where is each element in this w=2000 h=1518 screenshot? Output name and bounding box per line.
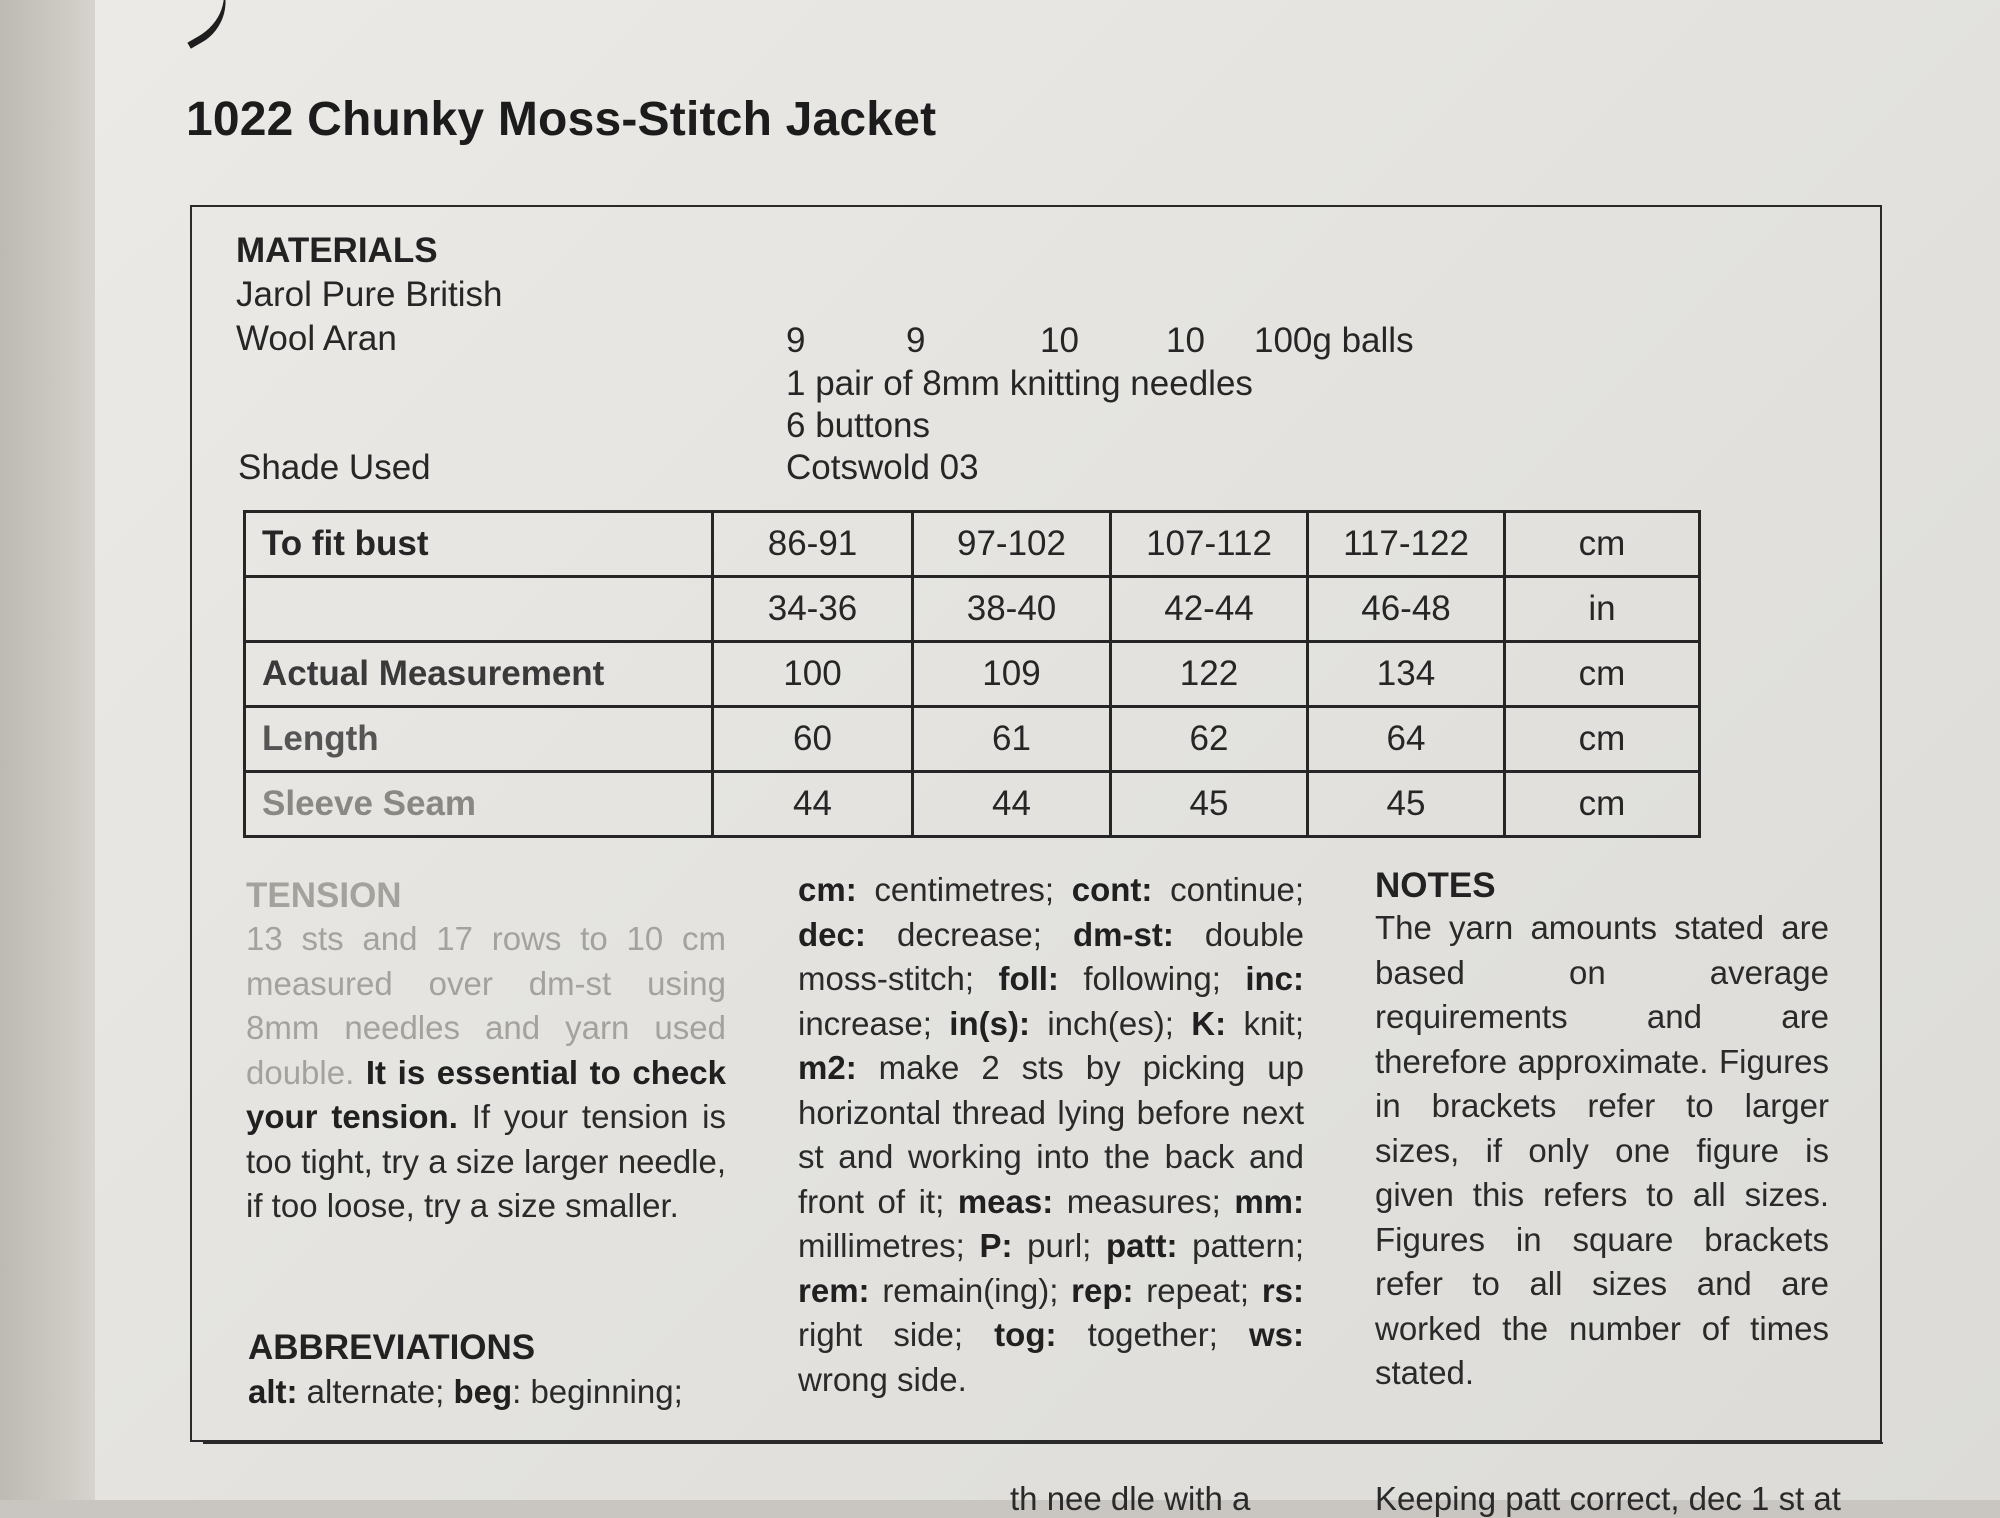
table-cell: 45 [1308,772,1505,837]
abbr-def: decrease; [896,915,1042,953]
abbr-term: dm-st: [1072,915,1174,953]
table-cell: 46-48 [1308,577,1505,642]
abbreviations-start [248,1370,728,1415]
abbr-def: knit; [1243,1004,1305,1042]
table-cell: 107-112 [1111,512,1308,577]
materials-heading: MATERIALS [236,231,438,270]
abbr-term: rem: [798,1271,870,1309]
table-cell: 64 [1308,707,1505,772]
abbr-def: increase; [798,1004,932,1042]
table-cell: 34-36 [713,577,913,642]
table-cell: 100 [713,642,913,707]
abbr-term: tog: [994,1316,1057,1353]
tension-text [246,917,726,1229]
abbr-term: ws: [1249,1316,1305,1353]
unit-cell: cm [1505,772,1700,837]
needles: 1 pair of 8mm knitting needles [786,364,1253,403]
yarn-name-line1: Jarol Pure British [236,275,503,314]
tension-heading: TENSION [246,876,402,915]
row-label: Sleeve Seam [245,772,713,837]
abbr-def: repeat; [1146,1271,1250,1309]
table-cell: 122 [1111,642,1308,707]
unit-cell: cm [1505,512,1700,577]
abbr-def: continue; [1170,871,1305,908]
abbr-def: right side; [798,1316,964,1353]
table-row [245,642,1700,707]
table-cell: 61 [913,707,1111,772]
abbr-term: mm: [1234,1182,1305,1220]
abbr-term: inc: [1245,960,1305,997]
abbr-def: millimetres; [798,1227,965,1264]
abbr-def: make 2 sts by picking up horizontal thread lying before next st and working into the back and front of it; [798,1049,1304,1220]
abbr-def: measures; [1066,1182,1221,1220]
table-cell: 45 [1111,772,1308,837]
table-cell: 134 [1308,642,1505,707]
abbr-term: foll: [998,960,1059,997]
abbr-def: double moss-stitch; [798,915,1305,997]
table-cell: 44 [713,772,913,837]
table-row [245,512,1700,577]
abbr-term: cm: [798,871,857,908]
table-cell: 62 [1111,707,1308,772]
abbr-term: rep: [1071,1271,1134,1309]
abbr-term: meas: [957,1182,1054,1220]
abbr-def: pattern; [1192,1227,1305,1264]
table-row [245,772,1700,837]
divider [203,1442,1883,1444]
balls-size-3: 10 [1040,321,1079,360]
cut-off-text-left: th nee dle with a [1010,1480,1251,1517]
buttons: 6 buttons [786,406,930,445]
table-cell: 97-102 [913,512,1111,577]
abbr-term: beg [453,1373,513,1410]
abbreviations-heading: ABBREVIATIONS [248,1328,536,1367]
abbreviations-list [798,868,1304,1402]
row-label: Actual Measurement [245,642,713,707]
abbr-def: centimetres; [874,871,1055,908]
yarn-name-line2: Wool Aran [236,319,397,358]
cut-off-text-right: Keeping patt correct, dec 1 st at [1375,1480,1841,1517]
abbr-def: wrong side. [798,1360,967,1398]
unit-cell: in [1505,577,1700,642]
abbr-term: dec: [798,915,866,953]
abbr-term: rs: [1261,1271,1304,1309]
row-label: Length [245,707,713,772]
balls-size-4: 10 [1166,321,1205,360]
notes-text: The yarn amounts stated are based on average requirements and are therefore approximate. Figures in brackets refer to larger sizes, if only one figure is given this refers to all sizes. Figures in square brackets refer to all sizes and are worked the number of times stated. [1375,909,1829,1391]
abbr-def: following; [1083,960,1221,997]
row-label: To fit bust [245,512,713,577]
page-title: 1022 Chunky Moss-Stitch Jacket [186,93,937,146]
abbr-def: : beginning; [512,1373,683,1410]
table-cell: 44 [913,772,1111,837]
abbr-term: m2: [798,1049,857,1086]
table-row [245,577,1700,642]
tension-warning: It is essential to check your tension. [246,1053,726,1135]
abbr-def: together; [1087,1316,1218,1353]
shade-label: Shade Used [238,448,431,487]
notes-heading: NOTES [1375,866,1496,905]
tension-advice: If your tension is too tight, try a size larger needle, if too loose, try a size smaller. [246,1098,726,1224]
table-cell: 60 [713,707,913,772]
unit-cell: cm [1505,707,1700,772]
tension-gauge: 13 sts and 17 rows to 10 cm measured over dm-st using 8mm needles and yarn used double. [246,920,726,1091]
size-table [243,510,1701,838]
balls-size-1: 9 [786,321,806,360]
table-cell: 38-40 [913,577,1111,642]
abbr-term: cont: [1071,871,1153,908]
table-cell: 117-122 [1308,512,1505,577]
abbr-def: alternate; [306,1373,445,1410]
balls-unit: 100g balls [1254,321,1414,360]
table-row [245,707,1700,772]
abbr-term: alt: [248,1373,298,1410]
background [0,0,100,1500]
abbr-term: in(s): [949,1004,1030,1042]
abbr-term: patt: [1105,1227,1178,1264]
row-label [245,577,713,642]
table-cell: 42-44 [1111,577,1308,642]
abbr-def: purl; [1027,1227,1092,1264]
unit-cell: cm [1505,642,1700,707]
balls-size-2: 9 [906,321,926,360]
abbr-def: remain(ing); [882,1271,1059,1309]
abbr-term: P: [979,1227,1013,1264]
table-cell: 86-91 [713,512,913,577]
table-cell: 109 [913,642,1111,707]
shade-value: Cotswold 03 [786,448,979,487]
abbr-def: inch(es); [1047,1004,1174,1042]
abbr-term: K: [1191,1004,1227,1042]
